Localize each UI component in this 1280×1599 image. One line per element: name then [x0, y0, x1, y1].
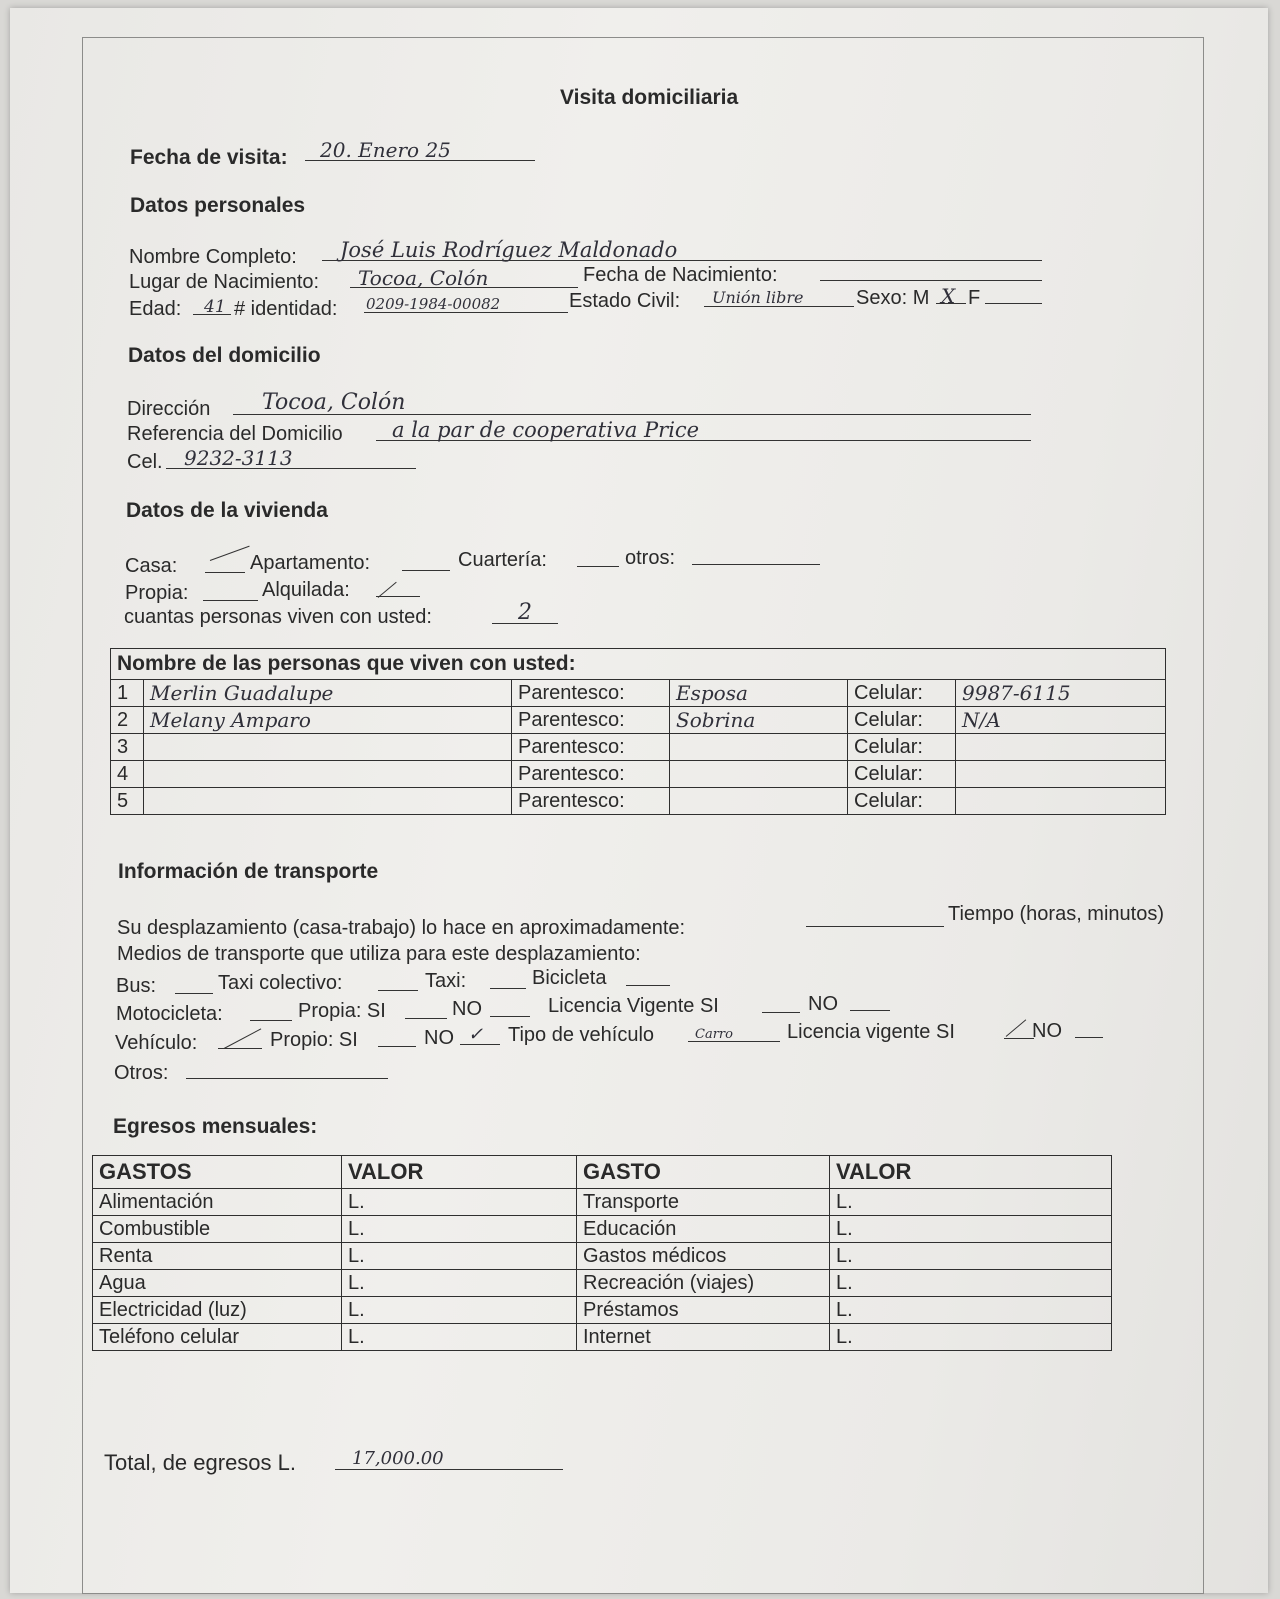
sex-f-line — [985, 303, 1042, 304]
moto-licencia-no-label: NO — [808, 993, 838, 1015]
tipo-vehiculo-label: Tipo de vehículo — [508, 1024, 655, 1046]
full-name-value[interactable]: José Luis Rodríguez Maldonado — [340, 238, 678, 262]
expense-value[interactable]: L. — [830, 1216, 1112, 1243]
household-relation[interactable]: Esposa — [670, 680, 848, 707]
total-expenses-label: Total, de egresos L. — [104, 1450, 297, 1475]
expense-value[interactable]: L. — [830, 1324, 1112, 1351]
expense-value[interactable]: L. — [342, 1297, 577, 1324]
household-table — [110, 648, 1166, 815]
sex-m-value[interactable]: X — [941, 284, 956, 308]
otros-transport-line — [186, 1078, 388, 1079]
row-number: 3 — [111, 734, 144, 761]
reference-label: Referencia del Domicilio — [127, 423, 343, 445]
otros-housing-label: otros: — [625, 547, 676, 569]
table-row — [111, 680, 1166, 707]
parentesco-label: Parentesco: — [512, 680, 670, 707]
household-table-heading: Nombre de las personas que viven con usted: — [111, 649, 1166, 680]
expenses-table — [92, 1155, 1112, 1351]
table-row — [111, 734, 1166, 761]
table-row — [111, 761, 1166, 788]
celular-label: Celular: — [848, 788, 956, 815]
expense-value[interactable]: L. — [342, 1216, 577, 1243]
moto-si-line — [405, 1018, 447, 1019]
vehiculo-no-label: NO — [424, 1027, 454, 1049]
vehiculo-licencia-no-label: NO — [1032, 1020, 1062, 1042]
apartamento-line — [402, 570, 450, 571]
expense-item: Préstamos — [577, 1297, 830, 1324]
expense-value[interactable]: L. — [342, 1243, 577, 1270]
expense-item: Teléfono celular — [93, 1324, 342, 1351]
propia-line — [203, 600, 258, 601]
vehiculo-licencia-si-line — [1004, 1038, 1034, 1039]
table-row — [111, 788, 1166, 815]
table-row — [111, 707, 1166, 734]
moto-licencia-si-line — [762, 1012, 800, 1013]
commute-label: Su desplazamiento (casa-trabajo) lo hace en aproximadamente: — [117, 917, 686, 939]
bus-line — [175, 993, 213, 994]
vehiculo-licencia-no-line — [1075, 1037, 1103, 1038]
vehiculo-label: Vehículo: — [115, 1032, 198, 1054]
bicicleta-label: Bicicleta — [532, 967, 607, 989]
alquilada-line — [376, 596, 420, 597]
moto-no-label: NO — [452, 998, 482, 1020]
col-valor: VALOR — [342, 1156, 577, 1189]
expense-item: Alimentación — [93, 1189, 342, 1216]
birthdate-label: Fecha de Nacimiento: — [583, 264, 778, 286]
expense-value[interactable]: L. — [342, 1270, 577, 1297]
celular-label: Celular: — [848, 680, 956, 707]
age-label: Edad: — [129, 298, 182, 320]
celular-label: Celular: — [848, 707, 956, 734]
household-relation[interactable] — [670, 734, 848, 761]
table-row — [93, 1324, 1112, 1351]
propia-label: Propia: — [125, 582, 189, 604]
celular-label: Celular: — [848, 761, 956, 788]
expenses-heading: Egresos mensuales: — [113, 1115, 318, 1138]
expense-item: Electricidad (luz) — [93, 1297, 342, 1324]
moto-licencia-no-line — [850, 1010, 890, 1011]
phone-label: Cel. — [127, 451, 163, 473]
bus-label: Bus: — [116, 975, 157, 997]
domicile-heading: Datos del domicilio — [128, 344, 321, 367]
casa-line — [205, 572, 245, 573]
household-name[interactable]: Merlin Guadalupe — [144, 680, 512, 707]
otros-housing-line — [692, 564, 820, 565]
transport-heading: Información de transporte — [118, 860, 379, 883]
means-label: Medios de transporte que utiliza para este desplazamiento: — [117, 943, 641, 965]
household-relation[interactable]: Sobrina — [670, 707, 848, 734]
casa-label: Casa: — [125, 555, 178, 577]
household-name[interactable] — [144, 788, 512, 815]
sex-f-label: F — [968, 287, 981, 309]
household-name[interactable]: Melany Amparo — [144, 707, 512, 734]
apartamento-label: Apartamento: — [250, 552, 371, 574]
id-value[interactable]: 0209-1984-00082 — [366, 295, 501, 313]
col-gastos: GASTOS — [93, 1156, 342, 1189]
household-relation[interactable] — [670, 761, 848, 788]
expense-item: Combustible — [93, 1216, 342, 1243]
expense-value[interactable]: L. — [830, 1297, 1112, 1324]
expense-item: Gastos médicos — [577, 1243, 830, 1270]
visit-date-value[interactable]: 20. Enero 25 — [320, 138, 451, 162]
vehiculo-licencia-label: Licencia vigente SI — [787, 1021, 955, 1043]
expense-item: Renta — [93, 1243, 342, 1270]
housing-heading: Datos de la vivienda — [126, 499, 328, 522]
parentesco-label: Parentesco: — [512, 788, 670, 815]
moto-propia-si-label: Propia: SI — [298, 1000, 386, 1022]
expense-item: Transporte — [577, 1189, 830, 1216]
celular-label: Celular: — [848, 734, 956, 761]
expense-item: Recreación (viajes) — [577, 1270, 830, 1297]
otros-transport-label: Otros: — [114, 1062, 169, 1084]
expense-value[interactable]: L. — [830, 1189, 1112, 1216]
col-valor-2: VALOR — [830, 1156, 1112, 1189]
household-relation[interactable] — [670, 788, 848, 815]
household-phone[interactable] — [956, 761, 1166, 788]
expense-value[interactable]: L. — [342, 1324, 577, 1351]
bicicleta-line — [626, 985, 670, 986]
people-count-value[interactable]: 2 — [518, 600, 532, 625]
parentesco-label: Parentesco: — [512, 761, 670, 788]
sex-m-label: Sexo: M — [856, 287, 930, 309]
expense-value[interactable]: L. — [342, 1189, 577, 1216]
form-title: Visita domiciliaria — [560, 86, 739, 109]
cuarteria-label: Cuartería: — [458, 549, 547, 571]
row-number: 5 — [111, 788, 144, 815]
parentesco-label: Parentesco: — [512, 734, 670, 761]
table-row — [93, 1297, 1112, 1324]
total-expenses-line — [335, 1469, 563, 1470]
moto-line — [250, 1020, 292, 1021]
vehiculo-si-line — [378, 1046, 416, 1047]
parentesco-label: Parentesco: — [512, 707, 670, 734]
table-row — [93, 1243, 1112, 1270]
civil-label: Estado Civil: — [569, 290, 681, 312]
full-name-label: Nombre Completo: — [129, 246, 297, 268]
household-phone[interactable] — [956, 788, 1166, 815]
moto-no-line — [490, 1016, 530, 1017]
id-label: # identidad: — [234, 298, 338, 320]
birthplace-value[interactable]: Tocoa, Colón — [358, 266, 489, 290]
table-row — [93, 1270, 1112, 1297]
tipo-vehiculo-value[interactable]: Carro — [695, 1027, 733, 1042]
moto-label: Motocicleta: — [116, 1003, 223, 1025]
expense-item: Educación — [577, 1216, 830, 1243]
taxi-line — [490, 988, 526, 989]
table-row — [93, 1216, 1112, 1243]
address-label: Dirección — [127, 398, 211, 420]
time-label: Tiempo (horas, minutos) — [948, 903, 1164, 925]
reference-value[interactable]: a la par de cooperativa Price — [392, 418, 700, 442]
personal-heading: Datos personales — [130, 194, 306, 217]
age-value[interactable]: 41 — [204, 297, 226, 317]
vehiculo-no-check[interactable]: ✓ — [468, 1024, 484, 1045]
row-number: 1 — [111, 680, 144, 707]
household-phone[interactable]: 9987-6115 — [956, 680, 1166, 707]
expense-value[interactable]: L. — [830, 1270, 1112, 1297]
moto-licencia-label: Licencia Vigente SI — [548, 995, 719, 1017]
household-phone[interactable] — [956, 734, 1166, 761]
phone-value[interactable]: 9232-3113 — [184, 446, 293, 470]
commute-line — [806, 926, 944, 927]
household-name[interactable] — [144, 734, 512, 761]
taxi-label: Taxi: — [425, 970, 467, 992]
birthdate-line — [820, 280, 1042, 281]
birthplace-label: Lugar de Nacimiento: — [129, 271, 320, 293]
taxi-colectivo-line — [378, 990, 418, 991]
address-value[interactable]: Tocoa, Colón — [262, 390, 406, 415]
expense-value[interactable]: L. — [830, 1243, 1112, 1270]
expense-item: Internet — [577, 1324, 830, 1351]
expense-item: Agua — [93, 1270, 342, 1297]
household-name[interactable] — [144, 761, 512, 788]
total-expenses-value[interactable]: 17,000.00 — [352, 1448, 444, 1469]
row-number: 2 — [111, 707, 144, 734]
taxi-colectivo-label: Taxi colectivo: — [218, 972, 343, 994]
household-phone[interactable]: N/A — [956, 707, 1166, 734]
civil-value[interactable]: Unión libre — [712, 288, 804, 307]
visit-date-label: Fecha de visita: — [130, 146, 288, 169]
col-gasto: GASTO — [577, 1156, 830, 1189]
row-number: 4 — [111, 761, 144, 788]
cuarteria-line — [577, 566, 619, 567]
table-row — [93, 1189, 1112, 1216]
vehiculo-propio-si-label: Propio: SI — [270, 1029, 358, 1051]
alquilada-label: Alquilada: — [262, 579, 350, 601]
people-count-label: cuantas personas viven con usted: — [124, 606, 432, 628]
